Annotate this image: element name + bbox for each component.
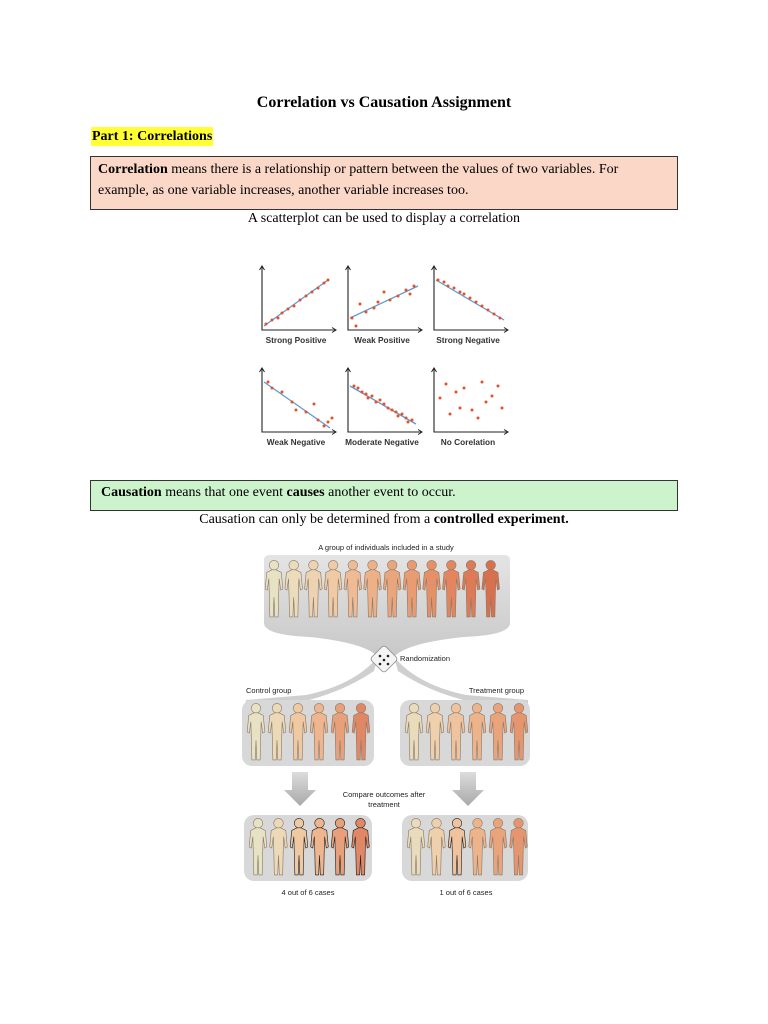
scatter-point	[413, 285, 416, 288]
scatter-point	[323, 282, 326, 285]
scatter-point	[487, 309, 490, 312]
scatter-point	[379, 399, 382, 402]
scatter-panel	[345, 368, 422, 447]
scatter-point	[471, 409, 474, 412]
scatter-point	[371, 395, 374, 398]
scatter-panel	[432, 368, 509, 447]
scatter-panel	[260, 368, 337, 447]
scatter-point	[365, 393, 368, 396]
scatter-point	[359, 303, 362, 306]
scatter-panel-label: Moderate Negative	[345, 437, 419, 447]
scatter-point	[265, 323, 268, 326]
scatter-point	[405, 417, 408, 420]
causation-caption-emphasis: controlled experiment.	[433, 512, 569, 527]
scatter-point	[497, 385, 500, 388]
causation-definition-box	[90, 480, 678, 511]
scatter-point	[361, 391, 364, 394]
trend-line	[264, 382, 330, 428]
scatter-point	[287, 308, 290, 311]
control-down-arrow	[284, 772, 316, 806]
scatter-point	[449, 413, 452, 416]
scatter-point	[323, 425, 326, 428]
scatter-point	[373, 307, 376, 310]
scatter-point	[331, 417, 334, 420]
part1-heading: Part 1: Correlations	[92, 129, 213, 144]
scatter-point	[475, 301, 478, 304]
correlation-definition-text: means there is a relationship or pattern between the values of two variables. For example, as one variable increases, another variable increases too.	[98, 162, 619, 198]
scatter-panel	[346, 266, 423, 345]
scatter-point	[277, 317, 280, 320]
scatter-point	[481, 381, 484, 384]
scatter-panel-label: Weak Negative	[266, 437, 326, 447]
scatter-point	[401, 413, 404, 416]
scatter-point	[455, 391, 458, 394]
scatter-point	[305, 411, 308, 414]
scatter-point	[485, 401, 488, 404]
scatter-point	[353, 385, 356, 388]
causation-caption	[0, 512, 768, 528]
correlation-definition-box	[90, 156, 678, 210]
scatter-point	[357, 387, 360, 390]
scatter-point	[293, 305, 296, 308]
scatter-point	[271, 387, 274, 390]
control-outcome-label: 4 out of 6 cases	[281, 888, 335, 897]
scatter-point	[477, 417, 480, 420]
scatter-point	[375, 401, 378, 404]
causation-text-before: means that one event	[161, 485, 287, 500]
scatter-point	[299, 299, 302, 302]
scatter-point	[383, 403, 386, 406]
treatment-group-label: Treatment group	[468, 686, 524, 695]
scatter-point	[317, 287, 320, 290]
treatment-outcome-label: 1 out of 6 cases	[439, 888, 493, 897]
scatter-point	[447, 285, 450, 288]
scatter-point	[355, 325, 358, 328]
scatter-panel-label: Weak Positive	[354, 335, 410, 345]
scatter-panel-label: No Corelation	[440, 437, 496, 447]
scatter-point	[405, 289, 408, 292]
scatter-point	[397, 415, 400, 418]
scatter-point	[311, 291, 314, 294]
scatter-point	[443, 281, 446, 284]
scatter-point	[459, 291, 462, 294]
scatter-point	[391, 409, 394, 412]
control-group-label: Control group	[246, 686, 292, 695]
scatterplot-caption: A scatterplot can be used to display a correlation	[247, 211, 521, 226]
causation-term: Causation	[101, 485, 162, 500]
scatter-point	[499, 317, 502, 320]
controlled-experiment-diagram	[234, 535, 536, 905]
scatter-axes	[434, 368, 508, 432]
scatter-point	[491, 395, 494, 398]
randomization-label: Randomization	[400, 654, 451, 663]
scatter-point	[481, 305, 484, 308]
control-outcome-panel	[244, 815, 372, 881]
causation-emphasis: causes	[286, 485, 325, 500]
scatter-point	[493, 313, 496, 316]
scatter-point	[407, 421, 410, 424]
scatter-point	[411, 419, 414, 422]
scatter-point	[463, 387, 466, 390]
scatter-point	[267, 381, 270, 384]
scatter-point	[313, 403, 316, 406]
scatter-panel-label: Strong Negative	[436, 335, 500, 345]
scatterplot-examples-figure	[254, 252, 516, 458]
scatter-point	[463, 293, 466, 296]
scatter-point	[291, 401, 294, 404]
compare-label-line2: treatment	[368, 800, 400, 809]
scatter-point	[409, 293, 412, 296]
scatter-point	[365, 311, 368, 314]
scatter-point	[295, 409, 298, 412]
correlation-term: Correlation	[98, 162, 168, 177]
scatter-point	[351, 317, 354, 320]
scatter-point	[445, 383, 448, 386]
scatter-point	[317, 419, 320, 422]
scatter-point	[327, 279, 330, 282]
scatter-point	[271, 319, 274, 322]
scatter-point	[437, 279, 440, 282]
scatter-point	[281, 312, 284, 315]
scatter-point	[501, 407, 504, 410]
compare-label-line1: Compare outcomes after	[342, 790, 426, 799]
scatter-panel-label: Strong Positive	[265, 335, 327, 345]
scatter-point	[377, 301, 380, 304]
study-group-label: A group of individuals included in a study	[318, 543, 454, 552]
scatter-point	[459, 407, 462, 410]
scatter-point	[367, 397, 370, 400]
scatter-point	[305, 295, 308, 298]
causation-caption-text: Causation can only be determined from a	[199, 512, 434, 527]
scatter-point	[387, 407, 390, 410]
scatter-axes	[348, 368, 422, 432]
scatter-point	[469, 297, 472, 300]
scatter-point	[439, 397, 442, 400]
scatter-point	[395, 411, 398, 414]
scatter-panel	[260, 266, 337, 345]
scatter-axes	[262, 368, 336, 432]
scatter-point	[453, 287, 456, 290]
treatment-down-arrow	[452, 772, 484, 806]
treatment-group-panel	[400, 700, 530, 766]
scatter-point	[327, 421, 330, 424]
scatter-point	[383, 291, 386, 294]
scatter-point	[397, 295, 400, 298]
scatter-panel	[432, 266, 509, 345]
scatter-axes	[348, 266, 422, 330]
causation-text-after: another event to occur.	[324, 485, 456, 500]
document-title: Correlation vs Causation Assignment	[256, 94, 512, 111]
scatter-point	[389, 299, 392, 302]
scatter-point	[281, 391, 284, 394]
